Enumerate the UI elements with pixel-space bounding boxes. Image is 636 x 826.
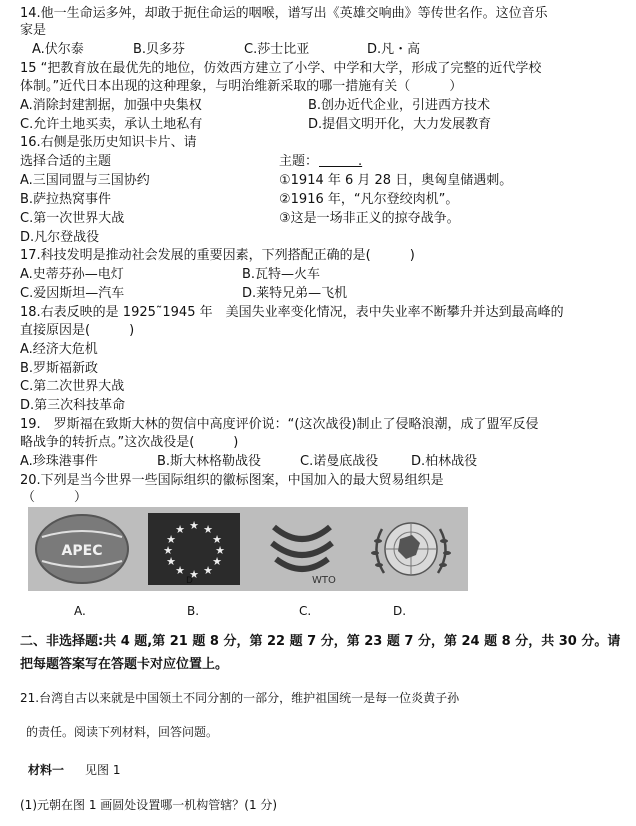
q16-option-c: C.第一次世界大战	[20, 211, 125, 226]
q18-option-b: B.罗斯福新政	[20, 361, 99, 376]
q14-option-b: B.贝多芬	[133, 42, 186, 57]
q15-option-b: B.创办近代企业，引进西方技术	[308, 98, 491, 113]
section2-heading-line2: 把每题答案写在答题卡对应位置上。	[20, 657, 229, 672]
q19-option-a: A.珍珠港事件	[20, 454, 98, 469]
q16-option-a: A.三国同盟与三国协约	[20, 173, 150, 188]
q16-card-line1: ①1914 年 6 月 28 日，奥匈皇储遇刺。	[279, 173, 513, 188]
q21-stem-line1: 21.台湾自古以来就是中国领土不同分割的一部分，维护祖国统一是每一位炎黄子孙	[20, 691, 460, 705]
q19-stem-line2: 略战争的转折点。”这次战役是( )	[20, 435, 239, 450]
svg-text:★: ★	[166, 555, 176, 568]
svg-text:★: ★	[212, 533, 222, 546]
q17-option-d: D.莱特兄弟—飞机	[242, 286, 348, 301]
q18-stem-line1: 18.右表反映的是 1925˜1945 年 美国失业率变化情况，表中失业率不断攀升并达到最高峰的	[20, 305, 564, 320]
q21-material-ref: 见图 1	[85, 763, 121, 777]
q14-option-d: D.凡・高	[367, 42, 421, 57]
q16-stem-line2: 选择合适的主题	[20, 154, 112, 169]
q18-option-d: D.第三次科技革命	[20, 398, 126, 413]
q14-stem-line2: 家是	[20, 23, 47, 38]
q19-option-d: D.柏林战役	[411, 454, 478, 469]
q17-option-a: A.史蒂芬孙—电灯	[20, 267, 124, 282]
q19-option-c: C.诺曼底战役	[300, 454, 379, 469]
q16-card-line3: ③这是一场非正义的掠夺战争。	[279, 211, 460, 226]
q15-stem-line1: 15 “把教育放在最优先的地位，仿效西方建立了小学、中学和大学，形成了完整的近代学校	[20, 61, 542, 76]
q15-option-c: C.允许土地买卖，承认土地私有	[20, 117, 203, 132]
q18-option-a: A.经济大危机	[20, 342, 98, 357]
apec-logo-text: APEC	[61, 543, 103, 559]
q16-topic-label: 主题：	[279, 154, 319, 169]
q20-stem-line2: （ ）	[22, 490, 88, 505]
un-logo	[360, 511, 462, 587]
q17-option-b: B.瓦特—火车	[242, 267, 321, 282]
q15-option-d: D.提倡文明开化，大力发展教育	[308, 117, 492, 132]
svg-text:★: ★	[212, 555, 222, 568]
svg-text:★: ★	[175, 564, 185, 577]
q16-option-d: D.凡尔登战役	[20, 230, 100, 245]
q20-logo-strip	[28, 507, 468, 591]
svg-text:★: ★	[189, 519, 199, 532]
q15-stem-line2: 体制。”近代日本出现的这种理象，与明治维新采取的哪一措施有关（ ）	[20, 79, 463, 94]
svg-text:★: ★	[203, 523, 213, 536]
q14-option-c: C.莎士比亚	[244, 42, 310, 57]
q14-option-a: A.伏尔泰	[32, 42, 84, 57]
q21-material-label: 材料一	[28, 763, 65, 777]
q20-stem-line1: 20.下列是当今世界一些国际组织的徽标图案，中国加入的最大贸易组织是	[20, 473, 444, 488]
q18-stem-line2: 直接原因是( )	[20, 323, 135, 338]
q19-option-b: B.斯大林格勒战役	[157, 454, 262, 469]
q15-option-a: A.消除封建割据，加强中央集权	[20, 98, 202, 113]
q16-option-b: B.萨拉热窝事件	[20, 192, 112, 207]
svg-text:★: ★	[163, 544, 173, 557]
svg-text:★: ★	[166, 533, 176, 546]
q20-eu-flag-mark: D	[186, 576, 193, 586]
q16-topic-blank: .	[319, 154, 363, 169]
wto-logo	[254, 511, 350, 587]
wto-logo-text: WTO	[312, 575, 336, 586]
q20-caption-c: C.	[299, 604, 312, 618]
q14-stem-line1: 14.他一生命运多舛，却敢于扼住命运的咽喉，谱写出《英雄交响曲》等传世名作。这位音乐	[20, 6, 548, 21]
q20-caption-a: A.	[74, 604, 86, 618]
q16-stem-line1: 16.右侧是张历史知识卡片、请	[20, 135, 197, 150]
q16-card-line2: ②1916 年，“凡尔登绞肉机”。	[279, 192, 459, 207]
q21-subquestion-1: (1)元朝在图 1 画圆处设置哪一机构管辖？(1 分)	[20, 798, 278, 812]
q17-stem: 17.科技发明是推动社会发展的重要因素，下列搭配正确的是( )	[20, 248, 415, 263]
svg-text:★: ★	[215, 544, 225, 557]
q20-caption-d: D.	[393, 604, 407, 618]
q17-option-c: C.爱因斯坦—汽车	[20, 286, 125, 301]
svg-text:★: ★	[189, 568, 199, 581]
q19-stem-line1: 19. 罗斯福在致斯大林的贺信中高度评价说：“(这次战役)制止了侵略浪潮，成了盟军反侵	[20, 417, 539, 432]
q21-stem-line2: 的责任。阅读下列材料，回答问题。	[26, 725, 219, 739]
q18-option-c: C.第二次世界大战	[20, 379, 125, 394]
svg-text:★: ★	[175, 523, 185, 536]
section2-heading-line1: 二、非选择题:共 4 题,第 21 题 8 分，第 22 题 7 分，第 23 题 7 分，第 24 题 8 分，共 30 分。请	[20, 634, 621, 649]
apec-logo	[32, 511, 132, 587]
svg-text:★: ★	[203, 564, 213, 577]
eu-flag-logo	[146, 511, 242, 587]
q20-caption-b: B.	[187, 604, 200, 618]
